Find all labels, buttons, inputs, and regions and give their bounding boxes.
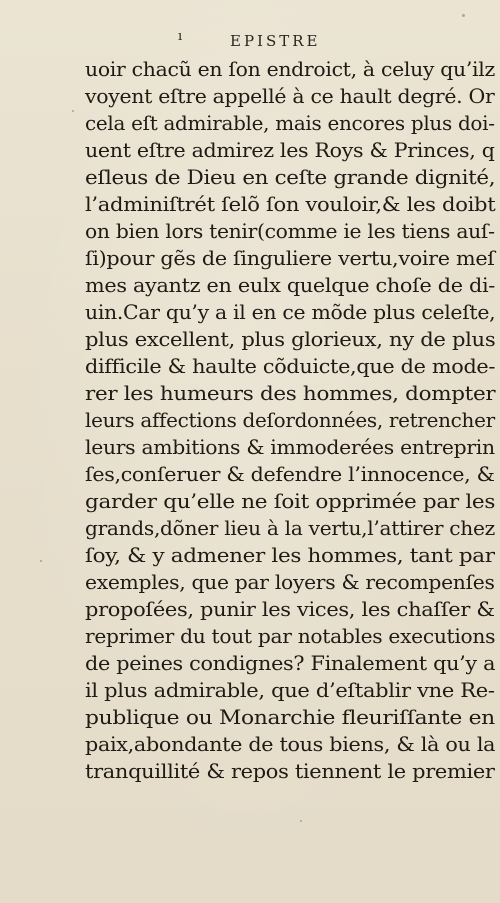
paper-speck: [462, 14, 465, 17]
text-line: l’adminiſtrét ſelõ ſon vouloir,& les doibt: [85, 192, 496, 216]
text-line: rer les humeurs des hommes, dompter: [85, 381, 496, 405]
text-line: uin.Car qu’y a il en ce mõde plus celeſte,: [85, 300, 496, 324]
paper-speck: [300, 820, 302, 822]
text-line: garder qu’elle ne ſoit opprimée par les: [85, 489, 496, 513]
paper-speck: [40, 560, 42, 562]
running-head-mark: ı: [178, 29, 183, 44]
text-line: voyent eſtre appellé à ce hault degré. Or: [85, 84, 495, 108]
text-line: leurs affections deſordonnées, retrencher: [85, 408, 495, 432]
text-line: de peines condignes? Finalement qu’y a: [85, 651, 496, 675]
text-line: leurs ambitions & immoderées entreprin: [85, 435, 495, 459]
text-line: uent eſtre admirez les Roys & Princes, q: [85, 138, 495, 162]
text-line: plus excellent, plus glorieux, ny de plus: [85, 327, 496, 351]
text-line: exemples, que par loyers & recompenſes: [85, 570, 495, 594]
text-line: cela eſt admirable, mais encores plus doi-: [85, 111, 495, 135]
paper-speck: [72, 110, 74, 112]
running-head-title: EPISTRE: [230, 32, 321, 50]
text-line: reprimer du tout par notables executions: [85, 624, 496, 648]
text-line: ſes,conſeruer & defendre l’innocence, &: [85, 462, 495, 486]
text-line: publique ou Monarchie fleuriſſante en: [85, 705, 495, 729]
text-line: mes ayantz en eulx quelque choſe de di-: [85, 273, 495, 297]
text-line: uoir chacũ en ſon endroict, à celuy qu’ilz: [85, 57, 495, 81]
text-line: paix,abondante de tous biens, & là ou la: [85, 732, 496, 756]
text-line: ſoy, & y admener les hommes, tant par: [85, 543, 495, 567]
text-line: il plus admirable, que d’eſtablir vne Re-: [85, 678, 495, 702]
text-line: ſi)pour gẽs de ſinguliere vertu,voire meſ: [85, 246, 495, 270]
text-line: difficile & haulte cõduicte,que de mode-: [85, 354, 496, 378]
text-line: on bien lors tenir(comme ie les tiens auſ-: [85, 219, 495, 243]
text-line: tranquillité & repos tiennent le premier: [85, 759, 495, 783]
text-line: propoſées, punir les vices, les chaſſer &: [85, 597, 495, 621]
text-line: eſleus de Dieu en ceſte grande dignité,: [85, 165, 496, 189]
text-line: grands,dõner lieu à la vertu,l’attirer chez: [85, 516, 495, 540]
